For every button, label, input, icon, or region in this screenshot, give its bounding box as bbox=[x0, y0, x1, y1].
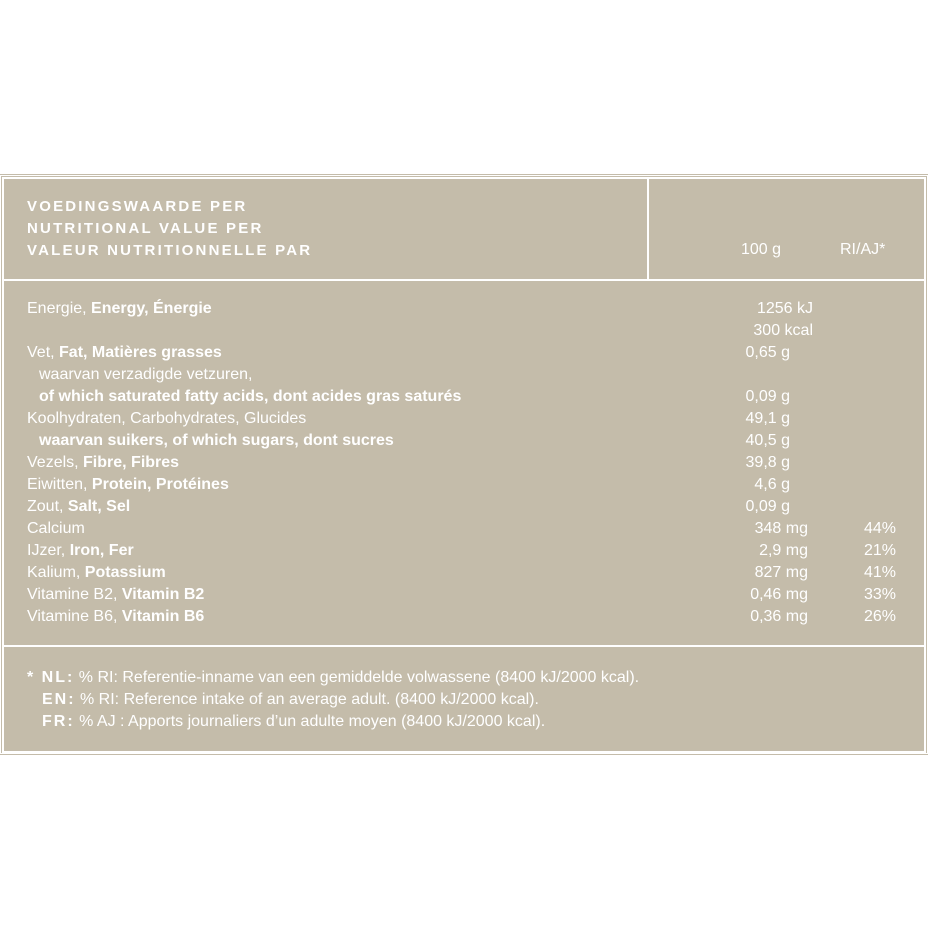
table-row bbox=[0, 540, 926, 562]
nutrient-label-bold: Fat, Matières grasses bbox=[59, 344, 222, 361]
table-row bbox=[0, 386, 926, 408]
nutrient-label-bold: Potassium bbox=[84, 564, 166, 581]
column-header-amount: 100 g bbox=[741, 241, 782, 258]
nutrient-value: 2,9 mg bbox=[759, 542, 808, 559]
footnote-en-code: EN: bbox=[42, 691, 76, 708]
header-title-en: NUTRITIONAL VALUE PER bbox=[27, 220, 264, 237]
nutrient-ri-percent: 33% bbox=[863, 586, 896, 603]
nutrient-value: 4,6 g bbox=[754, 476, 790, 493]
nutrient-label bbox=[39, 364, 252, 386]
nutrient-label-bold: Protein, Protéines bbox=[91, 476, 229, 493]
nutrient-value: 0,46 mg bbox=[750, 586, 808, 603]
nutrient-label-plain: Calcium bbox=[27, 520, 85, 537]
table-row bbox=[0, 474, 926, 496]
footnote-fr bbox=[42, 711, 545, 733]
nutrient-label bbox=[27, 342, 222, 364]
header-separator bbox=[2, 279, 926, 281]
table-row bbox=[0, 496, 926, 518]
nutrient-ri-percent: 44% bbox=[863, 520, 896, 537]
nutrient-label-plain: Energie, bbox=[27, 300, 92, 317]
nutrient-value: 0,36 mg bbox=[750, 608, 808, 625]
nutrient-label bbox=[27, 474, 229, 496]
table-row bbox=[0, 320, 926, 342]
nutrient-label-bold: Vitamin B2 bbox=[121, 586, 205, 603]
nutrient-label bbox=[39, 430, 394, 452]
nutrient-label-plain: Zout, bbox=[27, 498, 68, 515]
footnote-nl bbox=[27, 667, 639, 689]
header-title-nl: VOEDINGSWAARDE PER bbox=[27, 198, 248, 215]
nutrient-label bbox=[27, 452, 179, 474]
nutrient-label bbox=[39, 386, 461, 408]
footnote-fr-code: FR: bbox=[42, 713, 75, 730]
nutrient-label bbox=[27, 496, 130, 518]
nutrient-label bbox=[27, 408, 306, 430]
nutrient-label bbox=[27, 518, 85, 540]
nutrient-ri-percent: 26% bbox=[863, 608, 896, 625]
header-title-fr: VALEUR NUTRITIONNELLE PAR bbox=[27, 242, 313, 259]
nutrient-value: 0,65 g bbox=[745, 344, 790, 361]
nutrient-ri-percent: 41% bbox=[863, 564, 896, 581]
nutrient-label-plain: IJzer, bbox=[27, 542, 70, 559]
table-row bbox=[0, 342, 926, 364]
nutrient-value: 39,8 g bbox=[745, 454, 790, 471]
nutrient-label-plain: Eiwitten, bbox=[27, 476, 92, 493]
nutrient-label bbox=[27, 562, 166, 584]
footnote-fr-text: % AJ : Apports journaliers d’un adulte moyen (8400 kJ/2000 kcal). bbox=[74, 713, 546, 730]
nutrient-value: 300 kcal bbox=[753, 322, 813, 339]
column-header-ri: RI/AJ* bbox=[840, 241, 886, 258]
footnote-nl-code: * NL: bbox=[27, 669, 75, 686]
table-row bbox=[0, 408, 926, 430]
header-divider bbox=[647, 178, 649, 279]
nutrient-label bbox=[27, 584, 204, 606]
nutrient-label-plain: Vet, bbox=[27, 344, 60, 361]
nutrient-label-bold: Iron, Fer bbox=[69, 542, 134, 559]
nutrient-label-plain: Vitamine B6, bbox=[27, 608, 122, 625]
nutrient-value: 0,09 g bbox=[745, 388, 790, 405]
nutrient-label-bold: Energy, Énergie bbox=[91, 300, 212, 317]
table-row bbox=[0, 518, 926, 540]
nutrient-label bbox=[27, 606, 204, 628]
nutrient-label bbox=[27, 298, 212, 320]
nutrient-label-bold: Vitamin B6 bbox=[121, 608, 205, 625]
table-row bbox=[0, 562, 926, 584]
footnote-separator bbox=[2, 645, 926, 647]
table-row bbox=[0, 298, 926, 320]
table-row bbox=[0, 606, 926, 628]
nutrient-label bbox=[27, 540, 134, 562]
nutrient-label-bold: of which saturated fatty acids, dont acides gras saturés bbox=[39, 388, 462, 405]
table-row bbox=[0, 452, 926, 474]
table-row bbox=[0, 584, 926, 606]
nutrient-label-bold: Fibre, Fibres bbox=[83, 454, 180, 471]
nutrient-label-plain: waarvan verzadigde vetzuren, bbox=[39, 366, 253, 383]
nutrient-ri-percent: 21% bbox=[863, 542, 896, 559]
nutrient-value: 0,09 g bbox=[745, 498, 790, 515]
table-row bbox=[0, 430, 926, 452]
nutrient-value: 348 mg bbox=[754, 520, 808, 537]
footnote-en-text: % RI: Reference intake of an average adult. (8400 kJ/2000 kcal). bbox=[75, 691, 539, 708]
nutrient-value: 49,1 g bbox=[745, 410, 790, 427]
footnote-nl-text: % RI: Referentie-inname van een gemiddelde volwassene (8400 kJ/2000 kcal). bbox=[74, 669, 640, 686]
nutrient-value: 827 mg bbox=[754, 564, 808, 581]
nutrient-label-plain: Koolhydraten, Carbohydrates, Glucides bbox=[27, 410, 307, 427]
nutrient-label-plain: Vitamine B2, bbox=[27, 586, 122, 603]
nutrient-value: 1256 kJ bbox=[756, 300, 813, 317]
nutrient-label-bold: Salt, Sel bbox=[67, 498, 131, 515]
nutrient-label-plain: Vezels, bbox=[27, 454, 84, 471]
nutrient-value: 40,5 g bbox=[745, 432, 790, 449]
table-row bbox=[0, 364, 926, 386]
footnote-en bbox=[42, 689, 539, 711]
nutrient-label-plain: Kalium, bbox=[27, 564, 85, 581]
nutrient-label-bold: waarvan suikers, of which sugars, dont sucres bbox=[39, 432, 394, 449]
